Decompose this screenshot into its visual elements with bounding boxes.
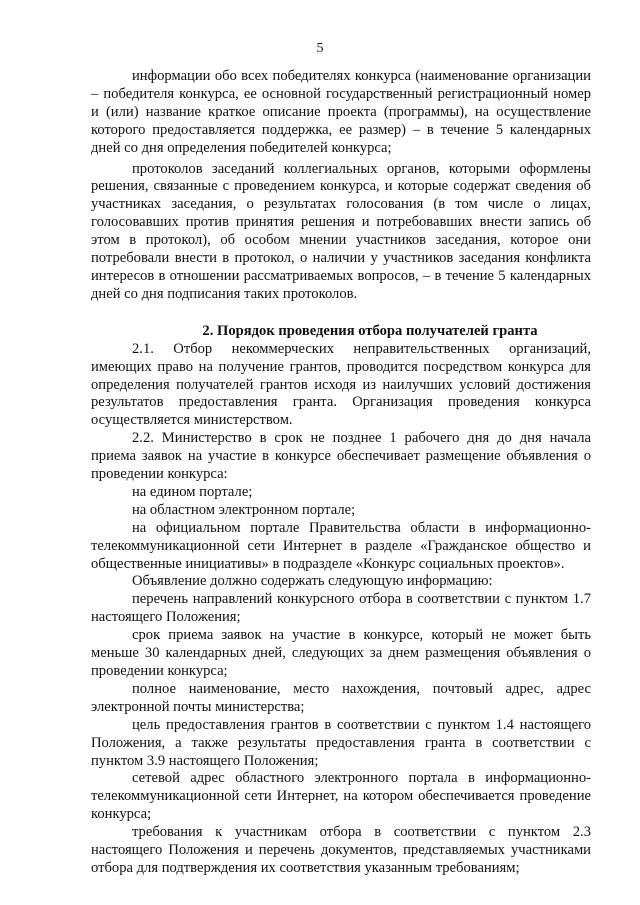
paragraph-official-portal: на официальном портале Правительства области в информационно-телекоммуникационной сети Интернет в разделе «Гражданское общество и общественные инициативы» в подразделе «Конкурс социальных проектов». (91, 519, 591, 572)
paragraph-protocols: протоколов заседаний коллегиальных органов, которыми оформлены решения, связанные с проведением конкурса, и которые содержат сведения об участниках заседания, о результатах голосования (в том числе о лицах, голосовавших против принятия решения и потребовавших внести запись об этом в протокол), об особом мнении участников заседания, которое они потребовали внести в протокол, о наличии у участников заседания конфликта интересов в отношении рассматриваемых вопросов, – в течение 5 календарных дней со дня подписания таких протоколов. (91, 160, 591, 302)
document-body (91, 68, 591, 878)
paragraph-application-deadline: срок приема заявок на участие в конкурсе, который не может быть меньше 30 календарных дней, следующих за днем размещения объявления о проведении конкурса; (91, 627, 591, 679)
paragraph-participant-requirements: требования к участникам отбора в соответствии с пунктом 2.3 настоящего Положения и перечень документов, представляемых участниками отбора для подтверждения их соответствия указанным требованиям; (91, 824, 591, 876)
list-item-regional-portal: на областном электронном портале; (132, 501, 356, 518)
list-item-single-portal: на едином портале; (132, 483, 253, 500)
paragraph-winners-info: информации обо всех победителях конкурса (наименование организации – победителя конкурса, ее основной государственный регистрационный номер и (или) название краткое описание проекта (программы), на осуществление которого предоставляется поддержка, ее размер) – в течение 5 календарных дней со дня определения победителей конкурса; (91, 68, 591, 156)
paragraph-grant-purpose: цель предоставления грантов в соответствии с пунктом 1.4 настоящего Положения, а также результаты предоставления гранта в соответствии с пунктом 3.9 настоящего Положения; (91, 716, 591, 769)
section-heading: 2. Порядок проведения отбора получателей гранта (202, 322, 538, 339)
paragraph-portal-address: сетевой адрес областного электронного портала в информационно-телекоммуникационной сети Интернет, на котором обеспечивается проведение конкурса; (91, 770, 591, 823)
page-number: 5 (316, 41, 324, 56)
paragraph-selection-directions: перечень направлений конкурсного отбора в соответствии с пунктом 1.7 настоящего Положения; (91, 591, 591, 626)
paragraph-announcement-intro: Объявление должно содержать следующую информацию: (132, 573, 493, 590)
paragraph-ministry-contacts: полное наименование, место нахождения, почтовый адрес, адрес электронной почты министерства; (91, 680, 591, 715)
paragraph-2-1: 2.1. Отбор некоммерческих неправительственных организаций, имеющих право на получение грантов, проводится посредством конкурса для определения получателей грантов исходя из наилучших условий достижения результатов предоставления гранта. Организация проведения конкурса осуществляется министерством. (91, 340, 591, 429)
paragraph-2-2: 2.2. Министерство в срок не позднее 1 рабочего дня до дня начала приема заявок на участие в конкурсе обеспечивает размещение объявления о проведении конкурса: (91, 430, 591, 483)
